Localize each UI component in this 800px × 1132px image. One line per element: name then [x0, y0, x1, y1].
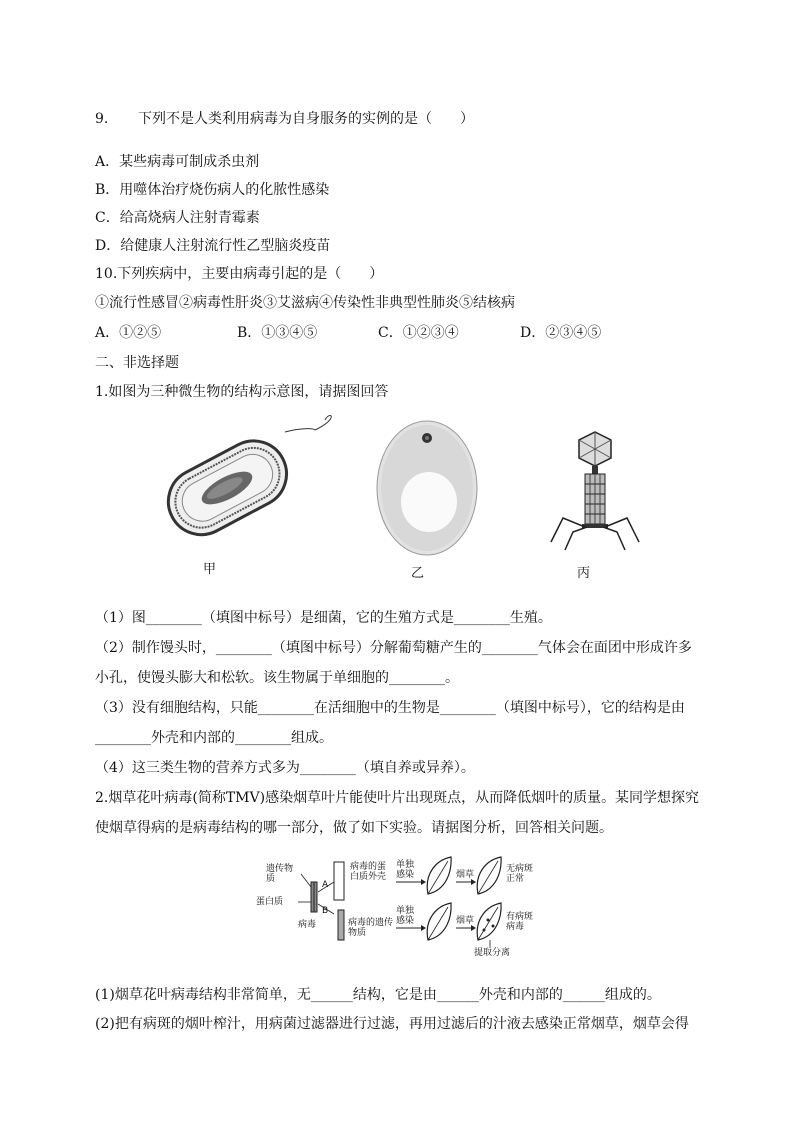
section-heading: 二、非选择题 — [95, 355, 179, 371]
q9-stem-line — [95, 108, 474, 128]
figure-label-yi: 乙 — [411, 566, 425, 581]
q1-stem: 1.如图为三种微生物的结构示意图，请据图回答 — [95, 384, 389, 400]
label-extract: 提取分离 — [474, 948, 511, 958]
label-b: B — [322, 906, 329, 916]
q10-option-d: D．②③④⑤ — [520, 325, 602, 341]
q1-part-2-cont: 小孔，使馒头膨大和松软。该生物属于单细胞的________。 — [95, 670, 459, 686]
leaf-icon — [427, 857, 451, 894]
q2-part-2: (2)把有病斑的烟叶榨汁，用病菌过滤器进行过滤，再用过滤后的汁液去感染正常烟草，烟草会得 — [95, 1016, 689, 1032]
q9-number: 9. — [95, 111, 109, 127]
q1-part-2: （2）制作馒头时，________（填图中标号）分解葡萄糖产生的________气体会在面团中形成许多 — [95, 640, 692, 656]
figure-label-bing: 丙 — [577, 566, 591, 581]
microorganism-figure — [165, 410, 645, 590]
label-genetic-material: 遗传物质 — [266, 864, 294, 884]
label-tobacco-bottom: 烟草 — [456, 916, 475, 926]
q9-option-d: D．给健康人注射流行性乙型脑炎疫苗 — [95, 238, 331, 254]
q9-option-b: B．用噬体治疗烧伤病人的化脓性感染 — [95, 182, 330, 198]
label-protein-coat: 病毒的蛋白质外壳 — [350, 862, 387, 882]
leaf-icon — [477, 903, 501, 940]
phage-drawing — [551, 432, 639, 550]
q2-stem-line1: 2.烟草花叶病毒(简称TMV)感染烟草叶片能使叶片出现斑点，从而降低烟叶的质量。某同学想探究 — [95, 790, 700, 806]
label-protein: 蛋白质 — [256, 897, 284, 907]
q1-part-4: （4）这三类生物的营养方式多为________（填自养或异养）。 — [95, 760, 475, 776]
label-result-normal: 无病斑正常 — [506, 864, 534, 884]
tmv-experiment-diagram — [256, 852, 546, 960]
q9-option-a: A．某些病毒可制成杀虫剂 — [95, 154, 260, 170]
yeast-drawing — [377, 421, 477, 555]
label-tobacco-top: 烟草 — [456, 870, 475, 880]
q2-part-1: (1)烟草花叶病毒结构非常简单，无______结构，它是由______外壳和内部的______组成的。 — [95, 987, 661, 1003]
label-genetic-of-virus: 病毒的遗传物质 — [348, 918, 394, 938]
q9-option-c: C．给高烧病人注射青霉素 — [95, 210, 260, 226]
label-infect-alone-bottom: 单独感染 — [396, 906, 415, 926]
q10-stem: 10.下列疾病中，主要由病毒引起的是（ ） — [95, 266, 384, 282]
leaf-icon — [427, 903, 451, 940]
q1-part-1: （1）图________（填图中标号）是细菌，它的生殖方式是________生殖。 — [95, 610, 552, 626]
q10-list: ①流行性感冒②病毒性肝炎③艾滋病④传染性非典型性肺炎⑤结核病 — [95, 295, 515, 311]
q9-stem: 下列不是人类利用病毒为自身服务的实例的是（ ） — [138, 111, 474, 127]
q10-option-b: B．①③④⑤ — [237, 325, 318, 341]
q1-part-3: （3）没有细胞结构，只能________在活细胞中的生物是________（填图中标号），它的结构是由 — [95, 700, 685, 716]
label-a: A — [322, 880, 329, 890]
label-result-sick: 有病斑病毒 — [506, 912, 534, 932]
q2-stem-line2: 使烟草得病的是病毒结构的哪一部分，做了如下实验。请据图分析，回答相关问题。 — [95, 820, 613, 836]
label-virus: 病毒 — [298, 920, 317, 930]
q1-part-3-cont: ________外壳和内部的________组成。 — [95, 730, 333, 746]
label-infect-alone-top: 单独感染 — [396, 860, 415, 880]
leaf-icon — [477, 857, 501, 894]
q10-option-c: C．①②③④ — [378, 325, 459, 341]
figure-label-jia: 甲 — [203, 562, 217, 577]
bacterium-drawing — [165, 415, 331, 546]
q10-option-a: A．①②⑤ — [95, 325, 162, 341]
